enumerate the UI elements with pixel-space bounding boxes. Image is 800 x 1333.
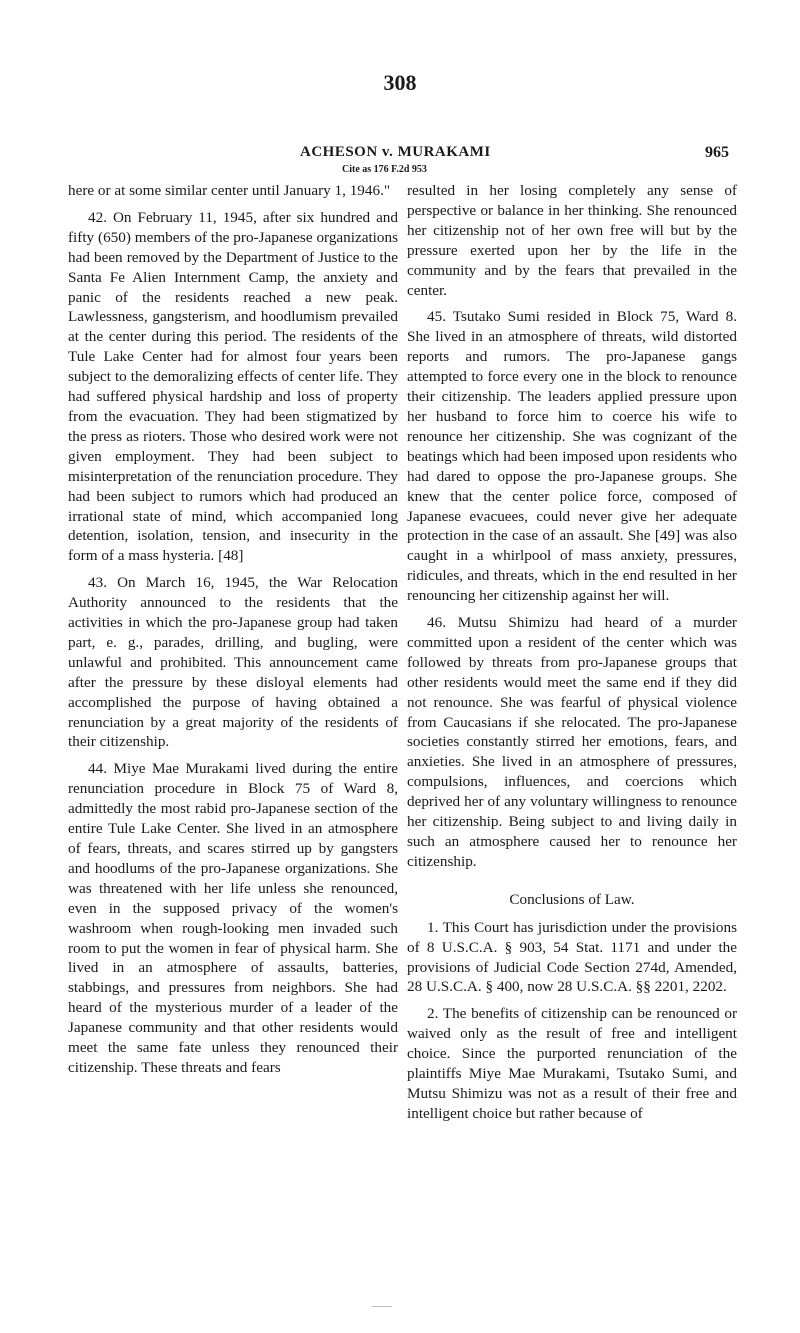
right-column [407, 181, 737, 1131]
paragraph: 42. On February 11, 1945, after six hundred and fifty (650) members of the pro-Japanese organizations had been removed by the Department of Justice to the Santa Fe Alien Internment Camp, the anxiety and panic of the residents reached a new peak. Lawlessness, gangsterism, and hoodlumism prevailed at the center during this period. The residents of the Tule Lake Center had for almost four years been subject to the demoralizing effects of center life. They had suffered physical hardship and loss of property from the evacuation. They had been stigmatized by the press as rioters. Those who desired work were not given employment. They had been subject to misinterpretation of the renunciation procedure. They had been subject to rumors which had produced an irrational state of mind, which accompanied long detention, isolation, tension, and insecurity in the form of a mass hysteria. [48] [68, 208, 398, 565]
paragraph: 2. The benefits of citizenship can be renounced or waived only as the result of free and intelligent choice. Since the purported renunciation of the plaintiffs Miye Mae Murakami, Tsutako Sumi, and Mutsu Shimizu was not as a result of their free and intelligent choice but rather because of [407, 1005, 737, 1122]
paragraph: 44. Miye Mae Murakami lived during the entire renunciation procedure in Block 75 of Ward 8, admittedly the most rabid pro-Japanese section of the entire Tule Lake Center. She lived in an atmosphere of fears, threats, and scares stirred up by gangsters and hoodlums of the pro-Japanese organizations. She was threatened with her life unless she renounced, even in the supposed privacy of the women's washroom when rough-looking men invaded such room to put the women in fear of physical harm. She lived in an atmosphere of assaults, batteries, stabbings, and pressures from neighbors. She had heard of the mysterious murder of a leader of the Japanese community and that other residents would meet the same fate unless they renounced their citizenship. These threats and fears [68, 760, 398, 1076]
paragraph: 45. Tsutako Sumi resided in Block 75, Ward 8. She lived in an atmosphere of threats, wild distorted reports and rumors. The pro-Japanese gangs attempted to force every one in the block to renounce their citizenship. The leaders applied pressure upon her husband to force him to coerce his wife to renounce her citizenship. She was cognizant of the beatings which had been imposed upon residents who had dared to oppose the pro-Japanese groups. She knew that the center police force, composed of Japanese evacuees, could never give her adequate protection in the case of an assault. She [49] was also caught in a whirlpool of mass anxiety, pressures, ridicules, and threats, which in the end resulted in her renouncing her citizenship against her will. [407, 308, 737, 605]
paragraph: resulted in her losing completely any sense of perspective or balance in her thinking. She renounced her citizenship not of her own free will but by the pressure exerted upon her by the life in the community and by the fears that prevailed in the center. [407, 182, 737, 299]
reporter-page-number: 965 [705, 144, 729, 161]
paragraph: 1. This Court has jurisdiction under the provisions of 8 U.S.C.A. § 903, 54 Stat. 1171 and under the provisions of Judicial Code Section 274d, Amended, 28 U.S.C.A. § 400, now 28 U.S.C.A. §§ 2201, 2202. [407, 918, 737, 996]
citation: Cite as 176 F.2d 953 [342, 164, 427, 175]
running-head: ACHESON v. MURAKAMI [300, 144, 491, 160]
page-number: 308 [383, 70, 417, 95]
section-heading: Conclusions of Law. [509, 890, 635, 908]
footer-rule [372, 1306, 392, 1307]
left-column [68, 181, 398, 1085]
paragraph: here or at some similar center until January 1, 1946." [68, 182, 391, 199]
paragraph: 46. Mutsu Shimizu had heard of a murder committed upon a resident of the center which was followed by threats from pro-Japanese groups that other residents would meet the same end if they did not renounce. She was fearful of physical violence from Caucasians if she relocated. The pro-Japanese societies constantly stirred her emotions, fears, and anxieties. She lived in an atmosphere of pressures, compulsions, influences, and coercions which deprived her of any voluntary willingness to renounce her citizenship. Being subject to and living daily in such an atmosphere caused her to renounce her citizenship. [407, 614, 737, 870]
paragraph: 43. On March 16, 1945, the War Relocation Authority announced to the residents that the activities in which the pro-Japanese group had taken part, e. g., parades, drilling, and bugling, were unlawful and prohibited. This announcement came after the pressure by these disloyal elements had accomplished the purpose of having obtained a renunciation by a great majority of the residents of their citizenship. [68, 574, 398, 751]
